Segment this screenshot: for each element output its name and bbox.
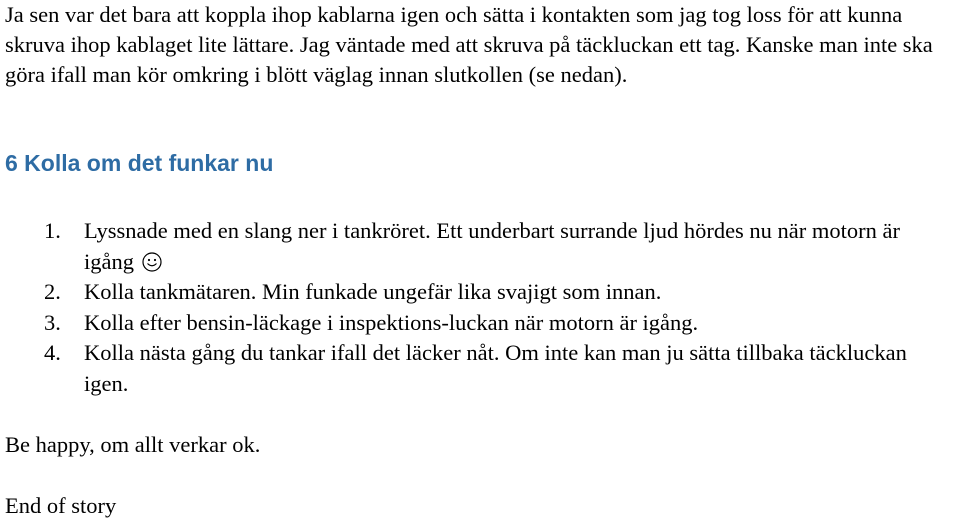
steps-list	[0, 216, 959, 399]
smiley-icon	[142, 250, 162, 270]
intro-paragraph: Ja sen var det bara att koppla ihop kablarna igen och sätta i kontakten som jag tog loss för att kunna skruva ihop kablaget lite lättare. Jag väntade med att skruva på täckluckan ett tag. Kanske man inte ska göra ifall man kör omkring i blött väglag innan slutkollen (se nedan).	[5, 2, 933, 88]
list-item-text: Lyssnade med en slang ner i tankröret. Ett underbart surrande ljud hördes nu när motorn är igång	[84, 218, 901, 274]
list-item-number: 1.	[44, 218, 61, 243]
list-item-number: 2.	[44, 279, 61, 304]
list-item-text: Kolla tankmätaren. Min funkade ungefär lika svajigt som innan.	[84, 279, 662, 304]
list-item-number: 4.	[44, 340, 61, 365]
end-line: End of story	[5, 493, 117, 518]
section-heading: 6 Kolla om det funkar nu	[5, 150, 274, 176]
list-item	[0, 277, 954, 308]
list-item	[0, 216, 954, 277]
list-item	[0, 308, 954, 339]
list-item	[0, 338, 954, 399]
list-item-number: 3.	[44, 309, 61, 335]
list-item-text: Kolla efter bensin-läckage i inspektions-luckan när motorn är igång.	[84, 309, 699, 335]
list-item-text: Kolla nästa gång du tankar ifall det läcker nåt. Om inte kan man ju sätta tillbaka täckluckan igen.	[84, 340, 907, 396]
closing-line: Be happy, om allt verkar ok.	[5, 432, 261, 457]
